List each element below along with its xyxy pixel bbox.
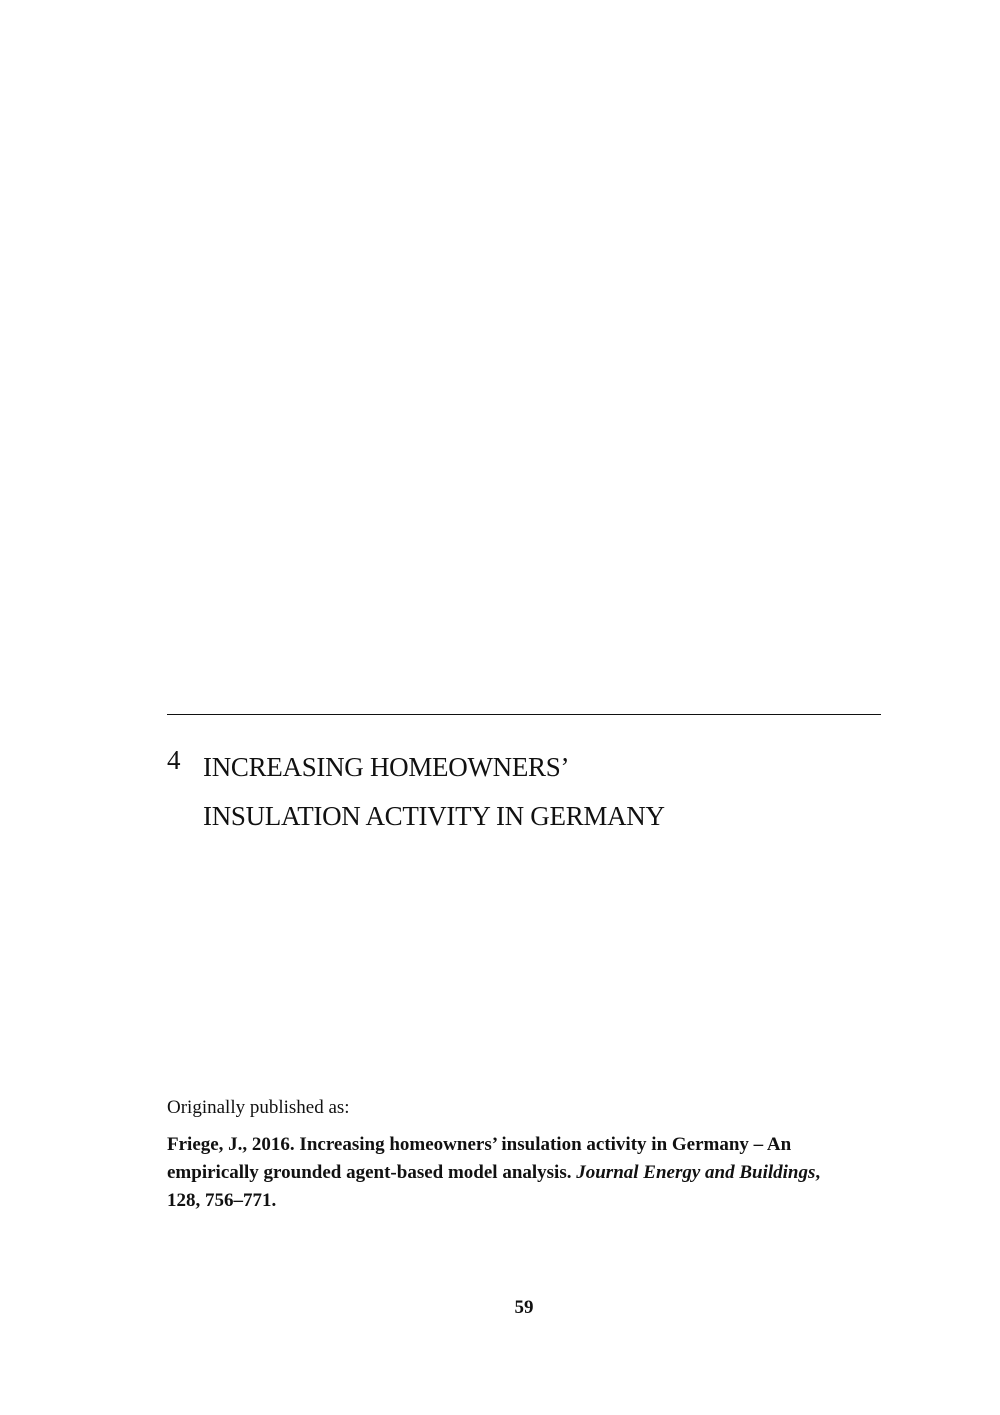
journal-name: Journal Energy and Buildings xyxy=(576,1162,816,1183)
chapter-divider xyxy=(167,714,881,715)
citation-line-2-prefix: empirically grounded agent-based model analysis. xyxy=(167,1162,577,1183)
chapter-title-line-1: INCREASING HOMEOWNERS’ xyxy=(203,752,570,782)
citation-line-3: 128, 756–771. xyxy=(167,1190,277,1211)
chapter-number: 4 xyxy=(167,745,181,775)
citation-line-2 xyxy=(167,1159,881,1187)
chapter-title-line-2: INSULATION ACTIVITY IN GERMANY xyxy=(203,801,665,831)
chapter-title xyxy=(203,743,883,841)
citation-line-1: Friege, J., 2016. Increasing homeowners’ insulation activity in Germany – An xyxy=(167,1134,792,1155)
publication-label: Originally published as: xyxy=(167,1097,350,1118)
citation xyxy=(167,1131,881,1215)
page-number: 59 xyxy=(514,1297,534,1318)
citation-line-2-suffix: , xyxy=(815,1162,821,1183)
